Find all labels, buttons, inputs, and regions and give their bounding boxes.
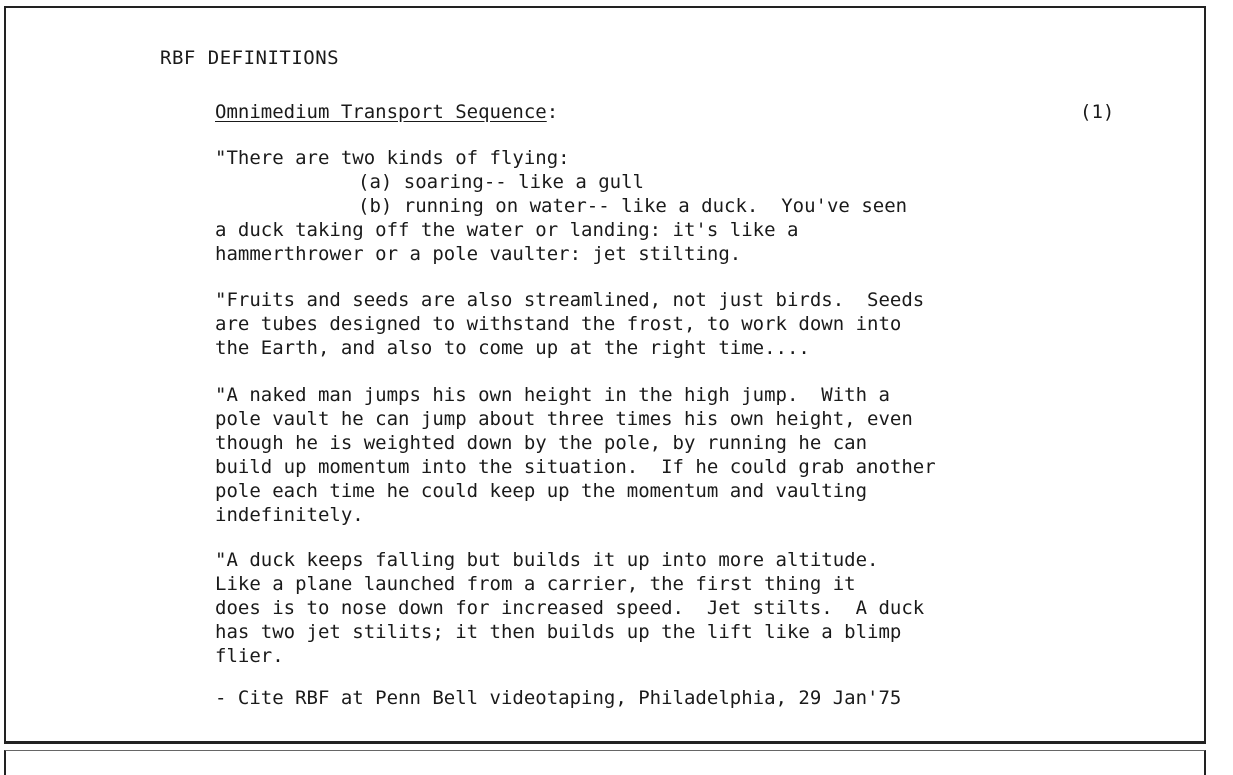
paragraph-line: the Earth, and also to come up at the right time.... [215,337,810,359]
entry-title-colon: : [546,101,559,123]
paragraph-line: indefinitely. [215,504,364,526]
paragraph-line: flier. [215,645,284,667]
paragraph-line: "There are two kinds of flying: [215,147,570,169]
paragraph-line: are tubes designed to withstand the frost, to work down into [215,313,902,335]
entry-title-text: Omnimedium Transport Sequence [215,101,547,123]
paragraph-flying [215,146,907,266]
paragraph-line: (a) soaring-- like a gull [358,171,644,193]
entry-number: (1) [1080,101,1115,123]
paragraph-duck [215,548,924,668]
paragraph-line: though he is weighted down by the pole, by running he can [215,432,868,454]
paragraph-line: "A naked man jumps his own height in the high jump. With a [215,384,890,406]
paragraph-line: does is to nose down for increased speed. Jet stilts. A duck [215,597,925,619]
paragraph-line: pole each time he could keep up the momentum and vaulting [215,480,868,502]
paragraph-line: a duck taking off the water or landing: it's like a [215,219,799,241]
entry-title [215,101,558,123]
paragraph-seeds [215,288,924,360]
paragraph-line: has two jet stilits; it then builds up the lift like a blimp [215,621,902,643]
page-heading: RBF DEFINITIONS [160,47,340,69]
paragraph-line: Like a plane launched from a carrier, the first thing it [215,573,856,595]
paragraph-line: pole vault he can jump about three times his own height, even [215,408,913,430]
paragraph-pole-vault [215,383,936,527]
paragraph-line: (b) running on water-- like a duck. You've seen [358,195,908,217]
paragraph-line: build up momentum into the situation. If he could grab another [215,456,936,478]
paragraph-line: hammerthrower or a pole vaulter: jet stilting. [215,243,742,265]
paragraph-line: "Fruits and seeds are also streamlined, not just birds. Seeds [215,289,925,311]
next-card-edge [4,750,1206,775]
paragraph-line: "A duck keeps falling but builds it up into more altitude. [215,549,879,571]
citation: - Cite RBF at Penn Bell videotaping, Philadelphia, 29 Jan'75 [215,687,902,709]
